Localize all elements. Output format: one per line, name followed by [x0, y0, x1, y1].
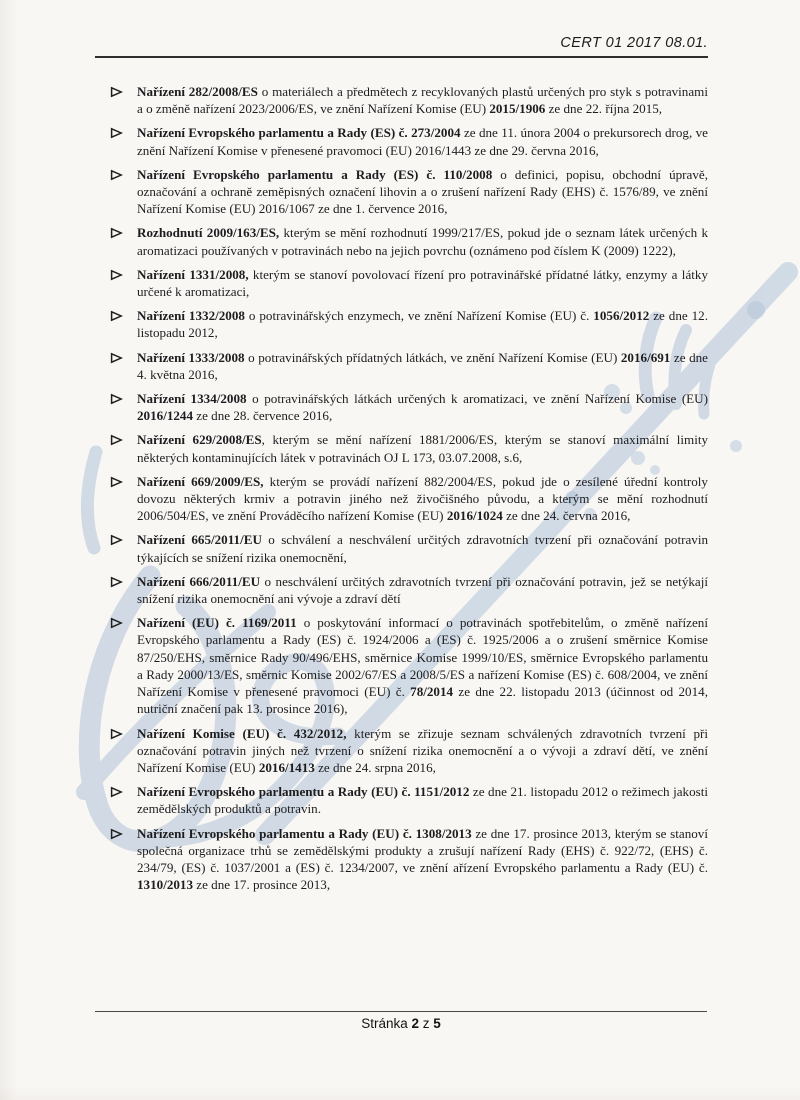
arrow-bullet-icon	[110, 431, 137, 446]
text-segment: ze dne 4. května 2016,	[137, 349, 708, 382]
arrow-bullet-icon	[110, 783, 137, 798]
text-segment: o potravinářských přídatných látkách, ve znění Nařízení Komise (EU)	[244, 349, 621, 365]
text-segment: o poskytování informací o potravinách spotřebitelům, o změně nařízení Evropského parlamentu a Rady (ES) č. 1924/2006 a (ES) č. 1925/2006 a o zrušení směrnice Komise 87/250/EHS, směrnice Rady 90/496/EHS, směrnice Komise 1999/10/ES, směrnice Evropského parlamentu a Rady 2000/13/ES, směrnic Komise 2002/67/ES a 2008/5/ES a nařízení Komise (ES) č. 608/2004, ve znění Nařízení Komise v přenesené pravomoci (EU) č.	[137, 615, 708, 700]
regulation-ref-bold: Nařízení Evropského parlamentu a Rady (EU) č. 1151/2012	[137, 784, 470, 800]
item-text	[137, 83, 708, 117]
text-segment: kterým se zřizuje seznam schválených zdravotních tvrzení při označování potravin jiných než tvrzení o snížení rizika onemocnění a o vývoji a zdraví dětí, ve znění Nařízení Komise (EU)	[137, 725, 708, 775]
arrow-bullet-icon	[110, 390, 137, 405]
item-text	[137, 266, 708, 300]
item-text	[137, 783, 708, 817]
text-segment: ze dne 17. prosince 2013, kterým se stanoví společná organizace trhů se zemědělskými produkty a zrušují nařízení Rady (EHS) č. 922/72, (EHS) č. 234/79, (ES) č. 1037/2001 a (ES) č. 1234/2007, ve znění ařízení Evropského parlamentu a Rady (EU) č.	[137, 825, 708, 875]
arrow-bullet-icon	[110, 725, 137, 740]
regulation-ref-bold: Nařízení (EU) č. 1169/2011	[137, 615, 297, 631]
arrow-bullet-icon	[110, 124, 137, 139]
text-segment: ze dne 11. února 2004 o prekursorech drog, ve znění Nařízení Komise v přenesené pravomoci (EU) 2016/1443 ze dne 29. června 2016,	[137, 125, 708, 158]
item-text	[137, 166, 708, 218]
item-text	[137, 307, 708, 341]
item-text	[137, 825, 708, 894]
list-item	[110, 349, 708, 383]
arrow-bullet-icon	[110, 224, 137, 239]
arrow-bullet-icon	[110, 825, 137, 840]
item-text	[137, 473, 708, 525]
item-text	[137, 531, 708, 565]
item-text	[137, 573, 708, 607]
text-segment: o potravinářských enzymech, ve znění Nařízení Komise (EU) č.	[244, 308, 594, 324]
text-segment: ze dne 28. července 2016,	[193, 408, 333, 424]
regulation-ref-bold: 2015/1906	[489, 101, 546, 117]
list-item	[110, 473, 708, 525]
text-segment: o schválení a neschválení určitých zdravotních tvrzení při označování potravin týkajících se snížení rizika onemocnění,	[137, 532, 709, 565]
text-segment: ze dne 22. listopadu 2013 (účinnost od 2014, nutriční značení pak 13. prosince 2016),	[137, 684, 708, 717]
text-segment: kterým se mění rozhodnutí 1999/217/ES, pokud jde o seznam látek určených k aromatizaci používaných v potravinách nebo na jejich povrchu (oznámeno pod číslem K (2009) 1222),	[137, 225, 708, 258]
regulation-ref-bold: 78/2014	[410, 684, 454, 700]
text-segment: , kterým se mění nařízení 1881/2006/ES, kterým se stanoví maximální limity některých kontaminujících látek v potravinách OJ L 173, 03.07.2008, s.6,	[137, 432, 709, 465]
footer-page-label	[95, 1016, 707, 1031]
regulation-ref-bold: Nařízení 1333/2008	[137, 349, 245, 365]
arrow-bullet-icon	[110, 307, 137, 322]
item-text	[137, 725, 708, 777]
list-item	[110, 531, 708, 565]
list-item	[110, 431, 708, 465]
regulation-ref-bold: Nařízení 1331/2008,	[137, 266, 249, 282]
list-item	[110, 166, 708, 218]
text-segment: o materiálech a předmětech z recyklovaných plastů určených pro styk s potravinami a o změně nařízení 2023/2006/ES, ve znění Nařízení Komise (EU)	[137, 84, 708, 117]
text-segment: ze dne 24. června 2016,	[502, 508, 631, 524]
item-text	[137, 224, 708, 258]
list-item	[110, 390, 708, 424]
text-segment: ze dne 17. prosince 2013,	[193, 877, 331, 893]
regulation-ref-bold: Nařízení Komise (EU) č. 432/2012,	[137, 725, 347, 741]
arrow-bullet-icon	[110, 266, 137, 281]
list-item	[110, 614, 708, 717]
text-segment: kterým se stanoví povolovací řízení pro potravinářské přídatné látky, enzymy a látky určené k aromatizaci,	[137, 266, 708, 300]
regulation-ref-bold: 1310/2013	[137, 877, 194, 893]
text-segment: ze dne 12. listopadu 2012,	[137, 308, 709, 341]
list-item	[110, 783, 708, 817]
regulation-ref-bold: 2016/1413	[258, 759, 315, 775]
footer-rule	[95, 1011, 707, 1012]
regulation-ref-bold: Nařízení 1334/2008	[137, 391, 247, 407]
list-item	[110, 573, 708, 607]
item-text	[137, 431, 708, 465]
text-segment: ze dne 22. října 2015,	[545, 101, 663, 117]
header-doc-code: CERT 01 2017 08.01.	[560, 35, 708, 51]
list-item	[110, 307, 708, 341]
text-segment: o potravinářských látkách určených k aromatizaci, ve znění Nařízení Komise (EU)	[246, 391, 708, 407]
regulation-ref-bold: 1056/2012	[593, 308, 650, 324]
arrow-bullet-icon	[110, 614, 137, 629]
arrow-bullet-icon	[110, 349, 137, 364]
item-text	[137, 124, 708, 158]
regulation-list	[110, 83, 708, 900]
text-segment: ze dne 21. listopadu 2012 o režimech jakosti zemědělských produktů a potravin.	[137, 784, 709, 817]
item-text	[137, 614, 708, 717]
item-text	[137, 390, 708, 424]
regulation-ref-bold: Rozhodnutí 2009/163/ES,	[137, 225, 280, 241]
regulation-ref-bold: Nařízení Evropského parlamentu a Rady (ES) č. 110/2008	[137, 166, 493, 182]
list-item	[110, 725, 708, 777]
text-segment: o neschválení určitých zdravotních tvrzení při označování potravin, jež se netýkají snížení rizika onemocnění ani vývoje a zdraví dětí	[137, 573, 709, 607]
arrow-bullet-icon	[110, 573, 137, 588]
header-rule	[95, 56, 708, 58]
regulation-ref-bold: Nařízení 665/2011/EU	[137, 532, 262, 548]
list-item	[110, 825, 708, 894]
arrow-bullet-icon	[110, 166, 137, 181]
regulation-ref-bold: Nařízení 669/2009/ES,	[137, 473, 264, 489]
regulation-ref-bold: Nařízení 1332/2008	[137, 308, 245, 324]
regulation-ref-bold: 2016/1244	[137, 408, 194, 424]
regulation-ref-bold: Nařízení 282/2008/ES	[137, 84, 258, 99]
list-item	[110, 124, 708, 158]
regulation-ref-bold: 2	[411, 1016, 419, 1031]
text-segment: ze dne 24. srpna 2016,	[314, 759, 436, 775]
text-segment: o definici, popisu, obchodní úpravě, označování a ochraně zeměpisných označení lihovin a o zrušení nařízení Rady (EHS) č. 1576/89, ve znění Nařízení Komise (EU) 2016/1067 ze dne 1. července 2016,	[137, 166, 708, 217]
list-item	[110, 266, 708, 300]
text-segment: kterým se provádí nařízení 882/2004/ES, pokud jde o zesílené úřední kontroly dovozu některých krmiv a potravin jiného než živočišného původu, a kterým se mění rozhodnutí 2006/504/ES, ve znění Prováděcího nařízení Komise (EU)	[137, 473, 708, 524]
text-segment: Stránka	[361, 1016, 412, 1031]
list-item	[110, 83, 708, 117]
regulation-ref-bold: Nařízení 666/2011/EU	[137, 573, 261, 589]
text-segment: z	[419, 1016, 434, 1031]
regulation-ref-bold: 2016/1024	[446, 508, 503, 524]
arrow-bullet-icon	[110, 83, 137, 98]
regulation-ref-bold: 5	[433, 1016, 441, 1031]
regulation-ref-bold: 2016/691	[620, 349, 671, 365]
list-item	[110, 224, 708, 258]
regulation-ref-bold: Nařízení 629/2008/ES	[137, 432, 262, 448]
arrow-bullet-icon	[110, 473, 137, 488]
arrow-bullet-icon	[110, 531, 137, 546]
regulation-ref-bold: Nařízení Evropského parlamentu a Rady (EU) č. 1308/2013	[137, 825, 472, 841]
item-text	[137, 349, 708, 383]
regulation-ref-bold: Nařízení Evropského parlamentu a Rady (ES) č. 273/2004	[137, 125, 461, 141]
